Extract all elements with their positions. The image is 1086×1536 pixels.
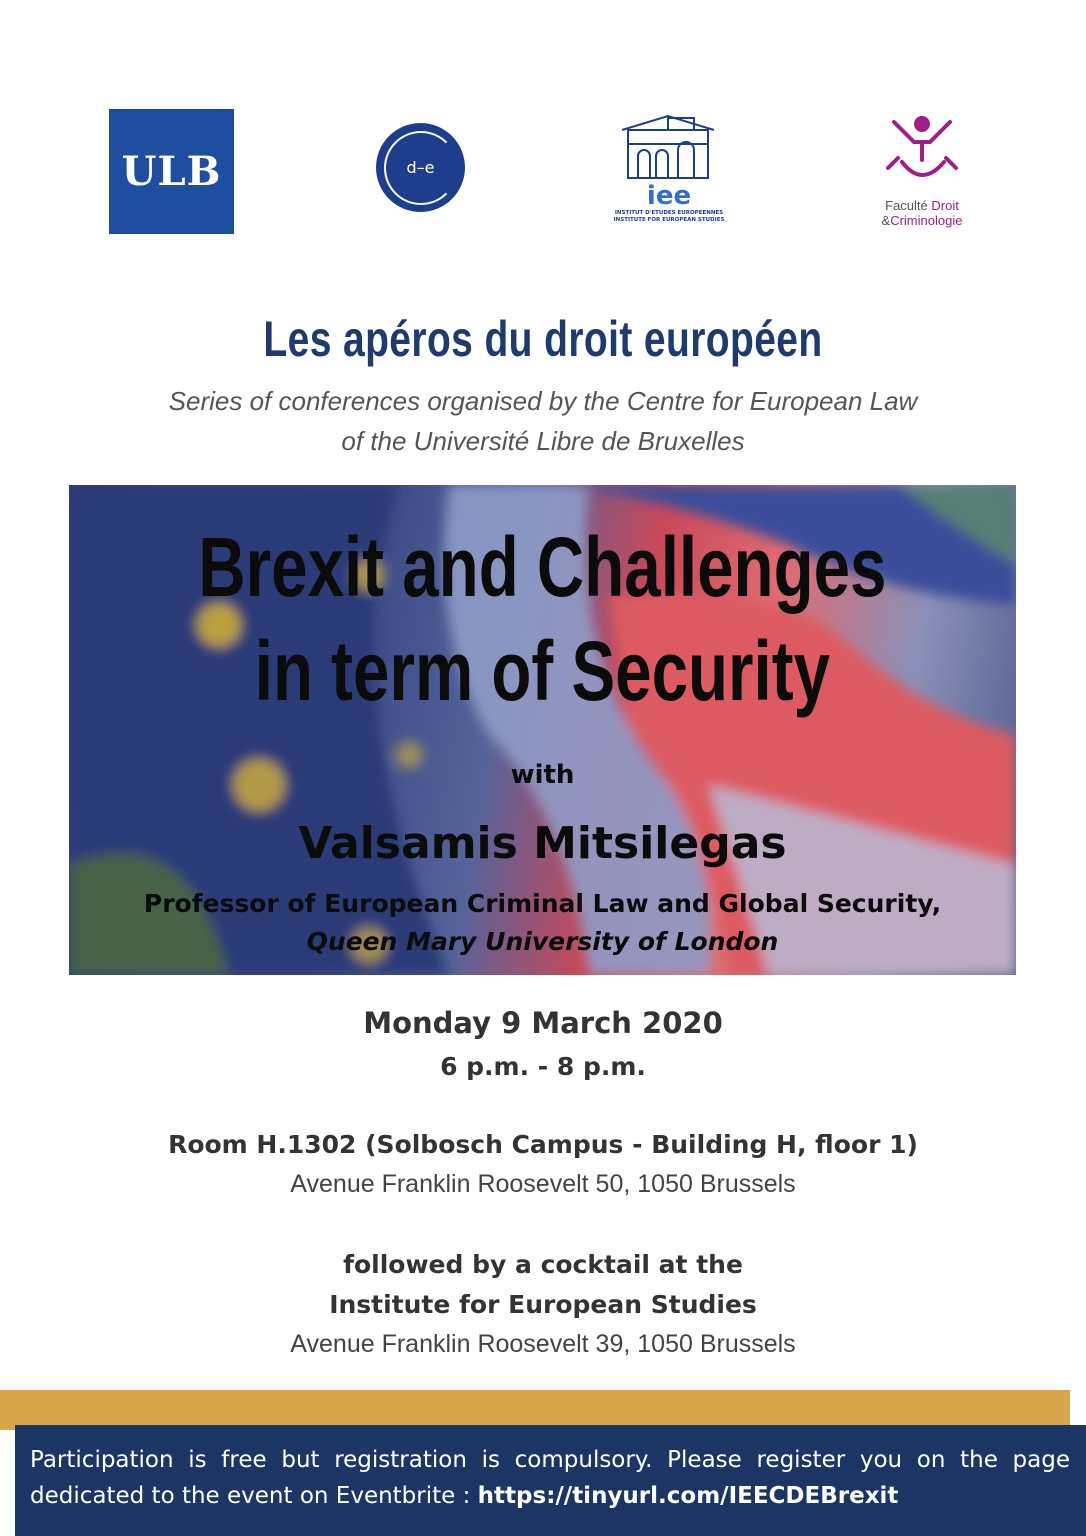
iee-logo-subtitle <box>608 210 730 224</box>
iee-building-icon <box>608 112 730 210</box>
cocktail-venue: Institute for European Studies <box>329 1290 757 1319</box>
cocktail-address: Avenue Franklin Roosevelt 39, 1050 Brussels <box>290 1330 796 1358</box>
event-room: Room H.1302 (Solbosch Campus - Building H, floor 1) <box>168 1130 918 1159</box>
series-subtitle-line2: of the Université Libre de Bruxelles <box>341 426 745 456</box>
ulb-logo <box>109 109 234 234</box>
series-subtitle <box>0 381 1086 461</box>
registration-link[interactable]: https://tinyurl.com/IEECDEBrexit <box>477 1483 899 1509</box>
cde-logo <box>376 123 465 212</box>
faculty-ampersand: & <box>881 213 891 228</box>
event-title-line1: Brexit and Challenges <box>198 520 887 614</box>
event-address: Avenue Franklin Roosevelt 50, 1050 Brussels <box>290 1170 796 1198</box>
event-time: 6 p.m. - 8 p.m. <box>440 1052 646 1081</box>
cocktail-line1: followed by a cocktail at the <box>343 1250 743 1279</box>
faculty-logo <box>858 112 986 232</box>
faculty-accent-droit: Droit <box>931 198 959 213</box>
faculty-accent-criminologie: Criminologie <box>890 213 963 228</box>
speaker-name: Valsamis Mitsilegas <box>298 818 787 869</box>
event-title <box>173 515 912 723</box>
faculty-label: Faculté <box>885 198 928 213</box>
registration-footer <box>15 1425 1086 1536</box>
iee-subtitle-en: INSTITUTE FOR EUROPEAN STUDIES <box>613 217 725 223</box>
iee-subtitle-fr: INSTITUT D'ETUDES EUROPEENNES <box>614 210 724 216</box>
series-subtitle-line1: Series of conferences organised by the Centre for European Law <box>168 386 918 416</box>
iee-logo-text: iee <box>646 181 692 210</box>
cde-logo-text: d–e <box>406 158 435 177</box>
registration-text: Participation is free but registration is compulsory. Please register you on the page dedicated to the event on Eventbrite : <box>30 1447 1070 1509</box>
cde-logo-ring <box>384 131 458 205</box>
speaker-institution: Queen Mary University of London <box>306 927 779 956</box>
speaker-role: Professor of European Criminal Law and Global Security, <box>143 889 942 918</box>
ulb-logo-text: ULB <box>121 148 222 195</box>
series-title: Les apéros du droit européen <box>263 311 823 367</box>
event-date: Monday 9 March 2020 <box>363 1006 723 1040</box>
justice-figure-icon <box>858 112 986 196</box>
event-title-line2: in term of Security <box>254 624 831 718</box>
with-label: with <box>510 760 575 790</box>
gold-accent-bar <box>0 1390 1070 1430</box>
faculty-logo-text <box>858 198 986 228</box>
event-banner <box>69 485 1016 975</box>
iee-logo <box>608 112 730 230</box>
